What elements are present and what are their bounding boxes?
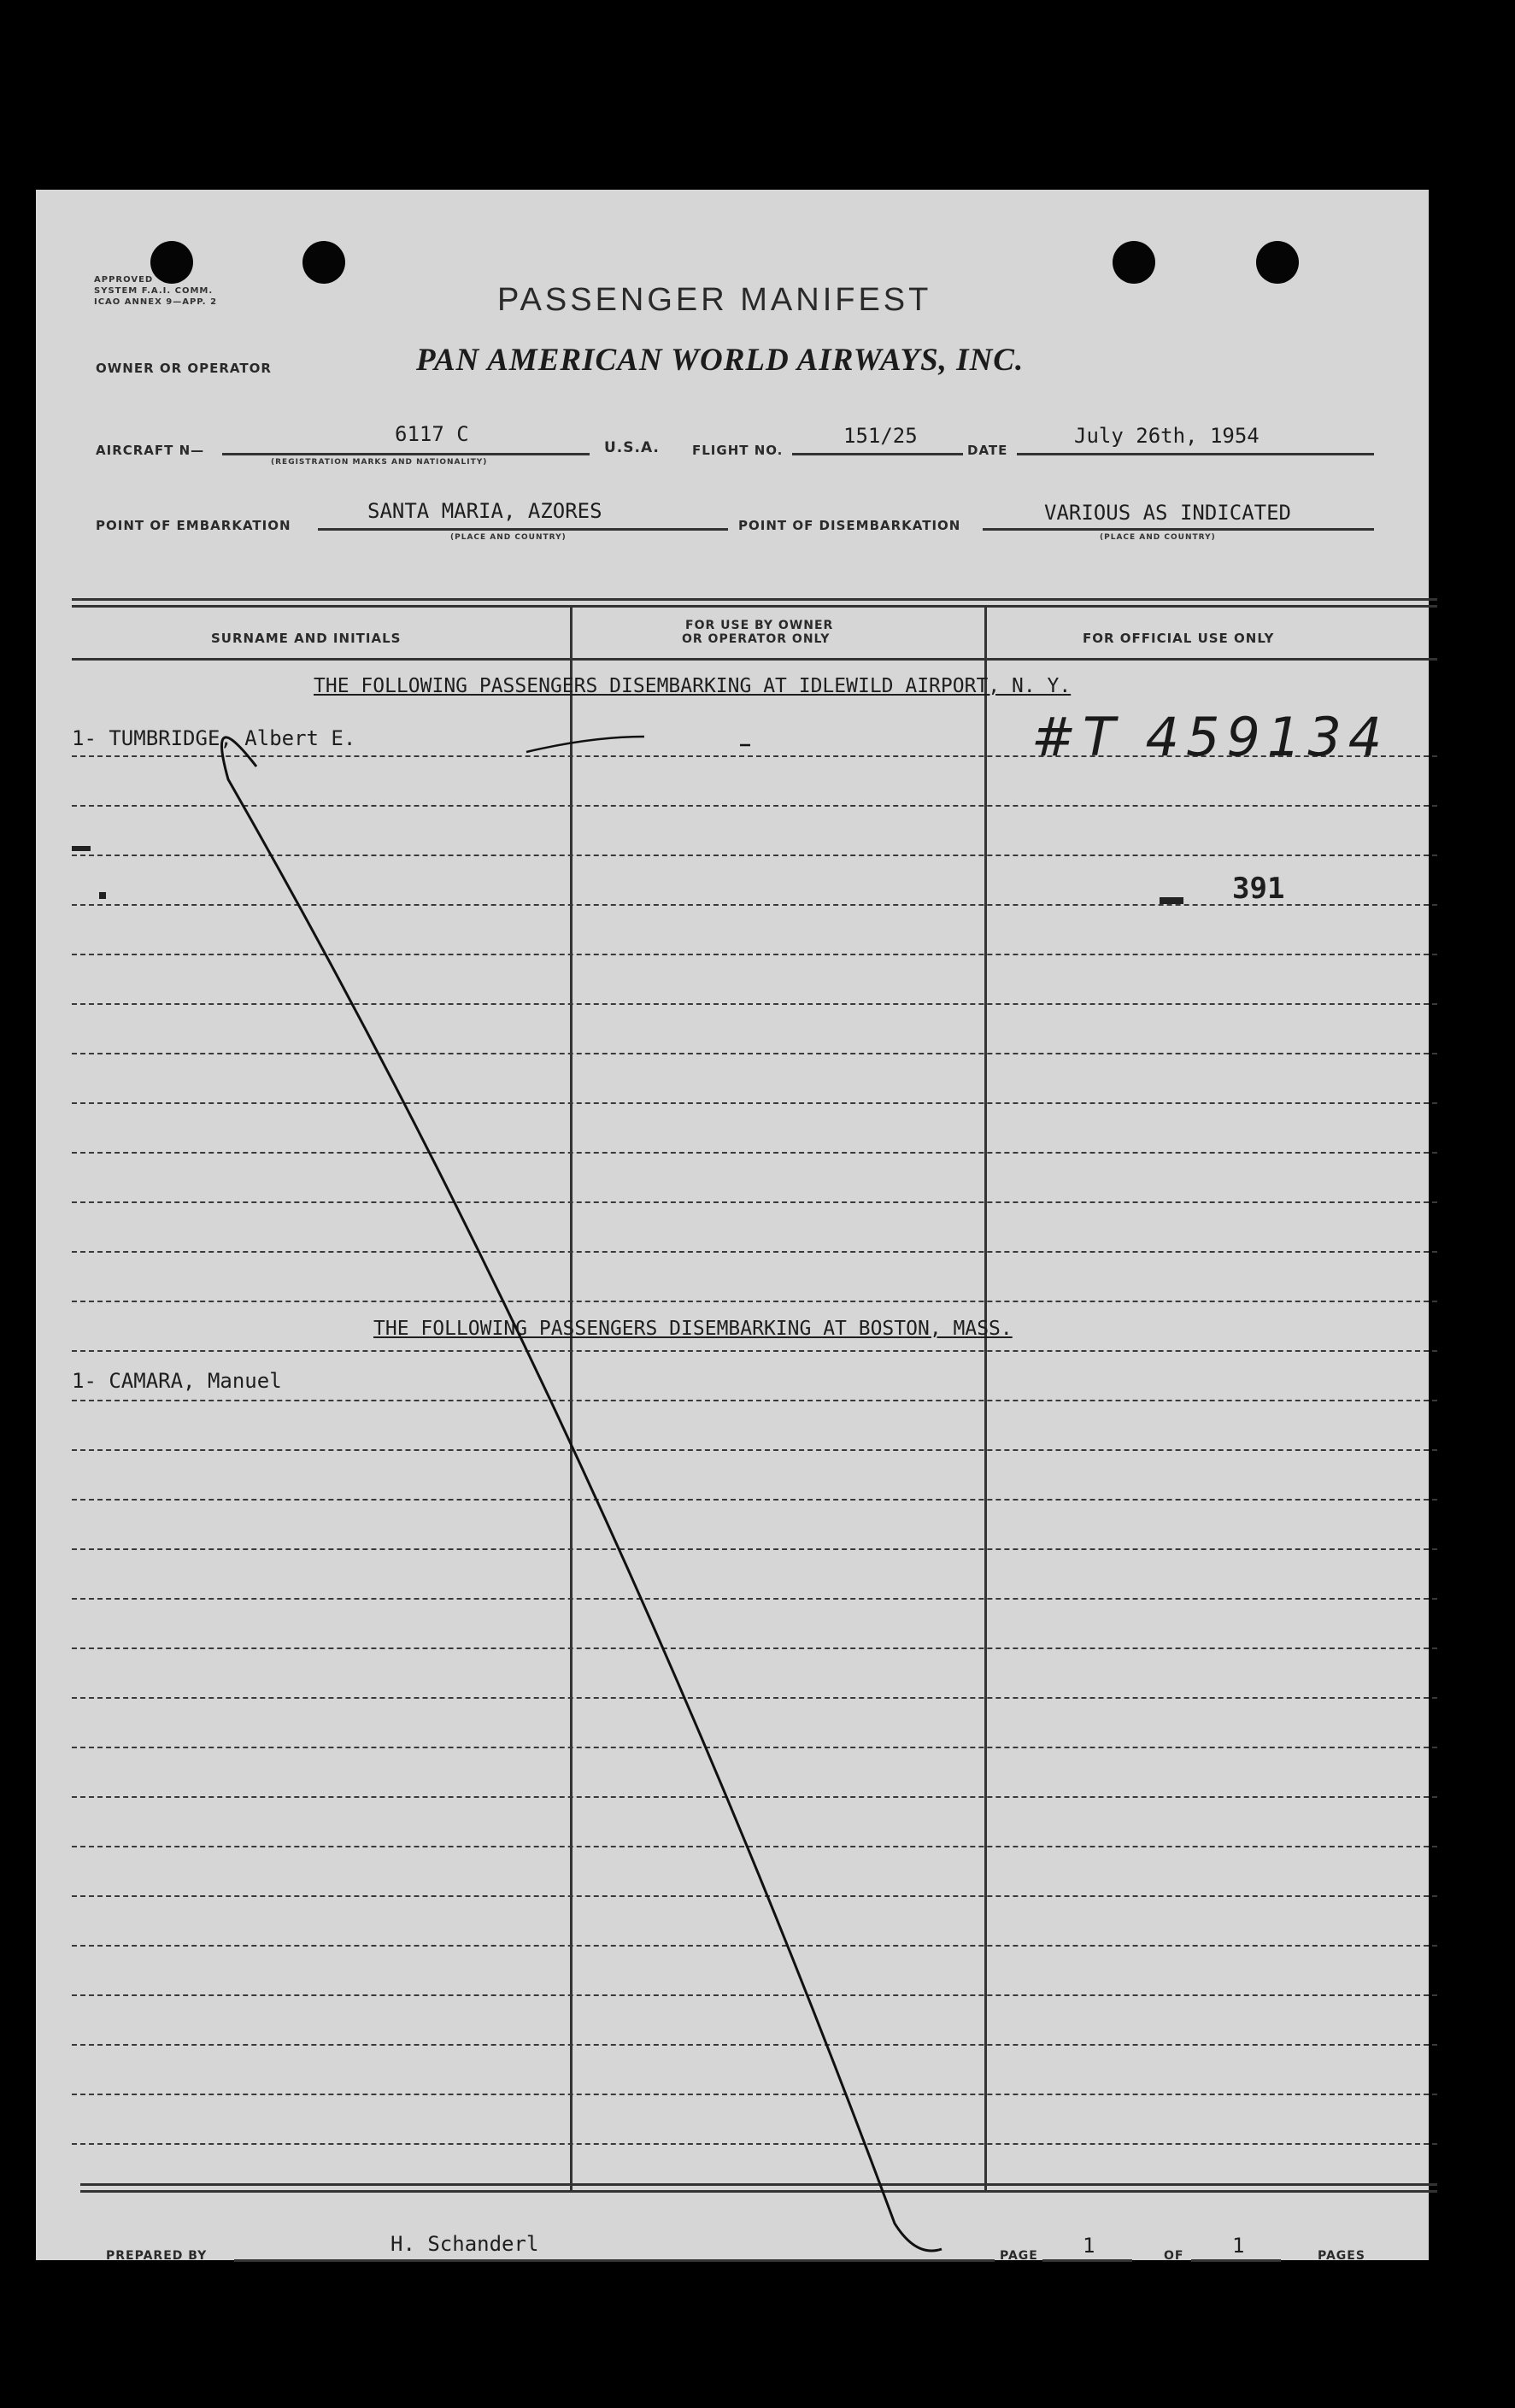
approval-line-2: SYSTEM F.A.I. COMM.	[94, 286, 214, 296]
flight-label: FLIGHT NO.	[692, 443, 784, 458]
handwritten-ticket-number: #T 459134	[1031, 706, 1389, 768]
column-owner-use-2: OR OPERATOR ONLY	[682, 632, 831, 646]
date-value: July 26th, 1954	[1074, 424, 1260, 448]
pen-stroke	[36, 190, 1429, 2260]
flight-value: 151/25	[843, 424, 918, 448]
date-label: DATE	[967, 443, 1008, 458]
aircraft-value: 6117 C	[395, 422, 469, 446]
disembarkation-label: POINT OF DISEMBARKATION	[738, 518, 961, 533]
nationality: U.S.A.	[604, 439, 660, 456]
embarkation-label: POINT OF EMBARKATION	[96, 518, 291, 533]
column-surname: SURNAME AND INITIALS	[211, 631, 402, 646]
disembarkation-value: VARIOUS AS INDICATED	[1044, 501, 1291, 525]
aircraft-caption: (REGISTRATION MARKS AND NATIONALITY)	[271, 458, 488, 467]
disembarkation-caption: (PLACE AND COUNTRY)	[1100, 533, 1216, 542]
prepared-by: H. Schanderl	[390, 2232, 539, 2256]
of-label: OF	[1164, 2249, 1184, 2263]
aircraft-label: AIRCRAFT N—	[96, 443, 205, 458]
section2-passenger: 1- CAMARA, Manuel	[72, 1369, 282, 1393]
embarkation-caption: (PLACE AND COUNTRY)	[450, 533, 567, 542]
approval-line-1: APPROVED	[94, 275, 154, 285]
operator-name: PAN AMERICAN WORLD AIRWAYS, INC.	[416, 343, 1025, 378]
approval-line-3: ICAO ANNEX 9—APP. 2	[94, 297, 218, 307]
section2-heading: THE FOLLOWING PASSENGERS DISEMBARKING AT BOSTON, MASS.	[373, 1318, 1013, 1340]
section1-passenger: 1- TUMBRIDGE, Albert E.	[72, 726, 356, 750]
pages-label: PAGES	[1318, 2249, 1365, 2263]
page-number: 1	[1083, 2234, 1095, 2258]
official-number: 391	[1232, 872, 1285, 906]
prepared-by-label: PREPARED BY	[106, 2249, 208, 2263]
manifest-sheet	[36, 190, 1429, 2263]
section1-heading: THE FOLLOWING PASSENGERS DISEMBARKING AT IDLEWILD AIRPORT, N. Y.	[314, 675, 1072, 697]
page-total: 1	[1232, 2234, 1245, 2258]
column-official: FOR OFFICIAL USE ONLY	[1083, 631, 1275, 646]
column-owner-use-1: FOR USE BY OWNER	[685, 619, 834, 632]
embarkation-value: SANTA MARIA, AZORES	[367, 499, 602, 523]
form-title: PASSENGER MANIFEST	[497, 282, 932, 318]
page-label: PAGE	[1000, 2249, 1038, 2263]
owner-label: OWNER OR OPERATOR	[96, 361, 272, 376]
